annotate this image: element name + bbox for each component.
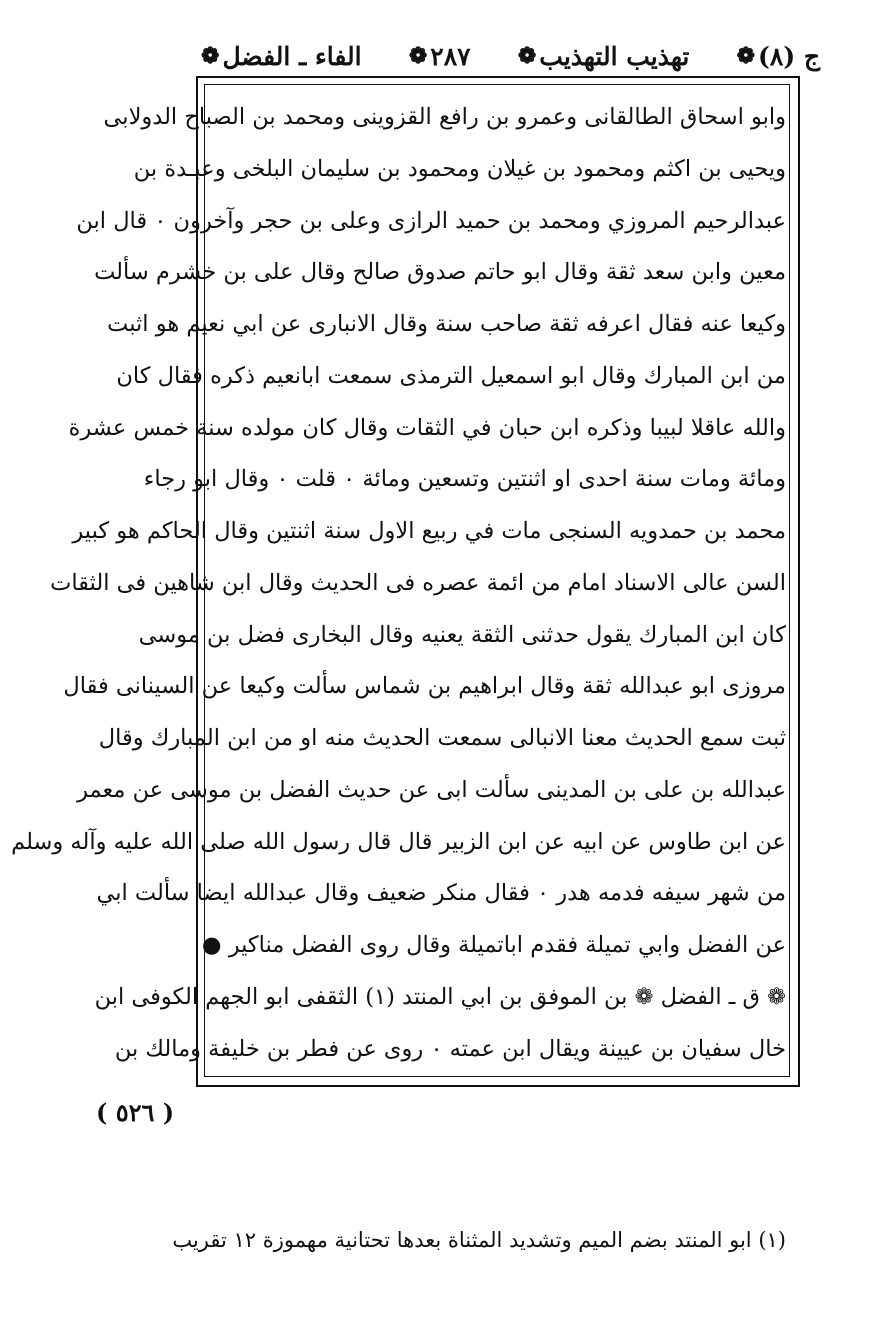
- footnote: (١) ابو المنتد بضم الميم وتشديد المثناة بعدها تحتانية مهموزة ١٢ تقريب: [172, 1228, 786, 1252]
- text-line: مروزى ابو عبدالله ثقة وقال ابراهيم بن شماس سألت وكيعا عن السينانى فقال: [63, 673, 786, 700]
- text-line: والله عاقلا لبيبا وذكره ابن حبان في الثقات وقال كان مولده سنة خمس عشرة: [68, 414, 786, 441]
- text-line: عن الفضل وابي تميلة فقدم اباتميلة وقال روى الفضل مناكير ●: [201, 932, 786, 958]
- header-page-number: ٢٨٧: [430, 41, 471, 71]
- text-line: وابو اسحاق الطالقانى وعمرو بن رافع القزوينى ومحمد بن الصباح الدولابى: [103, 104, 786, 130]
- ornament-icon: ❁: [201, 43, 220, 69]
- header-page-segment: [406, 42, 471, 71]
- text-line: معين وابن سعد ثقة وقال ابو حاتم صدوق صالح وقال على بن خشرم سألت: [94, 259, 786, 286]
- text-line: ويحيى بن اكثم ومحمود بن غيلان ومحمود بن سليمان البلخى وعبـدة بن: [133, 155, 786, 182]
- text-line: عبدالله بن على بن المدينى سألت ابى عن حديث الفضل بن موسى عن معمر: [77, 776, 786, 803]
- header-volume: ج (٨): [758, 41, 820, 71]
- header-volume-segment: [734, 42, 820, 71]
- header-book-title: تهذيب التهذيب: [539, 41, 690, 71]
- text-line: عبدالرحيم المروزي ومحمد بن حميد الرازى وعلى بن حجر وآخرون ٠ قال ابن: [76, 207, 786, 234]
- ornament-icon: ❁: [408, 43, 428, 69]
- header-section: الفاء ـ الفضل: [222, 41, 362, 71]
- text-line: ومائة ومات سنة احدى او اثنتين وتسعين ومائة ٠ قلت ٠ وقال ابو رجاء: [143, 466, 786, 493]
- ornament-icon: ❁: [736, 43, 756, 69]
- main-text: [11, 92, 786, 1075]
- page-header: [198, 34, 820, 78]
- text-line: محمد بن حمدويه السنجى مات في ربيع الاول سنة اثنتين وقال الحاكم هو كبير: [72, 518, 786, 544]
- text-line: وكيعا عنه فقال اعرفه ثقة صاحب سنة وقال الانبارى عن ابي نعيم هو اثبت: [107, 311, 786, 337]
- header-title-segment: [515, 42, 690, 71]
- text-line: عن ابن طاوس عن ابيه عن ابن الزبير قال قال رسول الله صلى الله عليه وآله وسلم: [11, 828, 786, 855]
- text-line: من شهر سيفه فدمه هدر ٠ فقال منكر ضعيف وقال عبدالله ايضا سألت ابي: [96, 880, 786, 907]
- text-line: كان ابن المبارك يقول حدثنى الثقة يعنيه وقال البخارى فضل بن موسى: [138, 621, 786, 648]
- text-line: من ابن المبارك وقال ابو اسمعيل الترمذى سمعت ابانعيم ذكره فقال كان: [116, 362, 786, 389]
- text-line: خال سفيان بن عيينة ويقال ابن عمته ٠ روى عن فطر بن خليفة ومالك بن: [114, 1035, 786, 1062]
- entry-heading-line: ❁ ق ـ الفضل ❁ بن الموفق بن ابي المنتد (١) الثقفى ابو الجهم الكوفى ابن: [94, 983, 786, 1010]
- ornament-icon: ❁: [517, 43, 537, 69]
- header-section-segment: [198, 42, 362, 71]
- text-line: السن عالى الاسناد امام من ائمة عصره فى الحديث وقال ابن شاهين فى الثقات: [50, 569, 786, 596]
- entry-number: ( ٥٢٦ ): [96, 1098, 175, 1127]
- text-line: ثبت سمع الحديث معنا الانبالى سمعت الحديث منه او من ابن المبارك وقال: [98, 725, 786, 751]
